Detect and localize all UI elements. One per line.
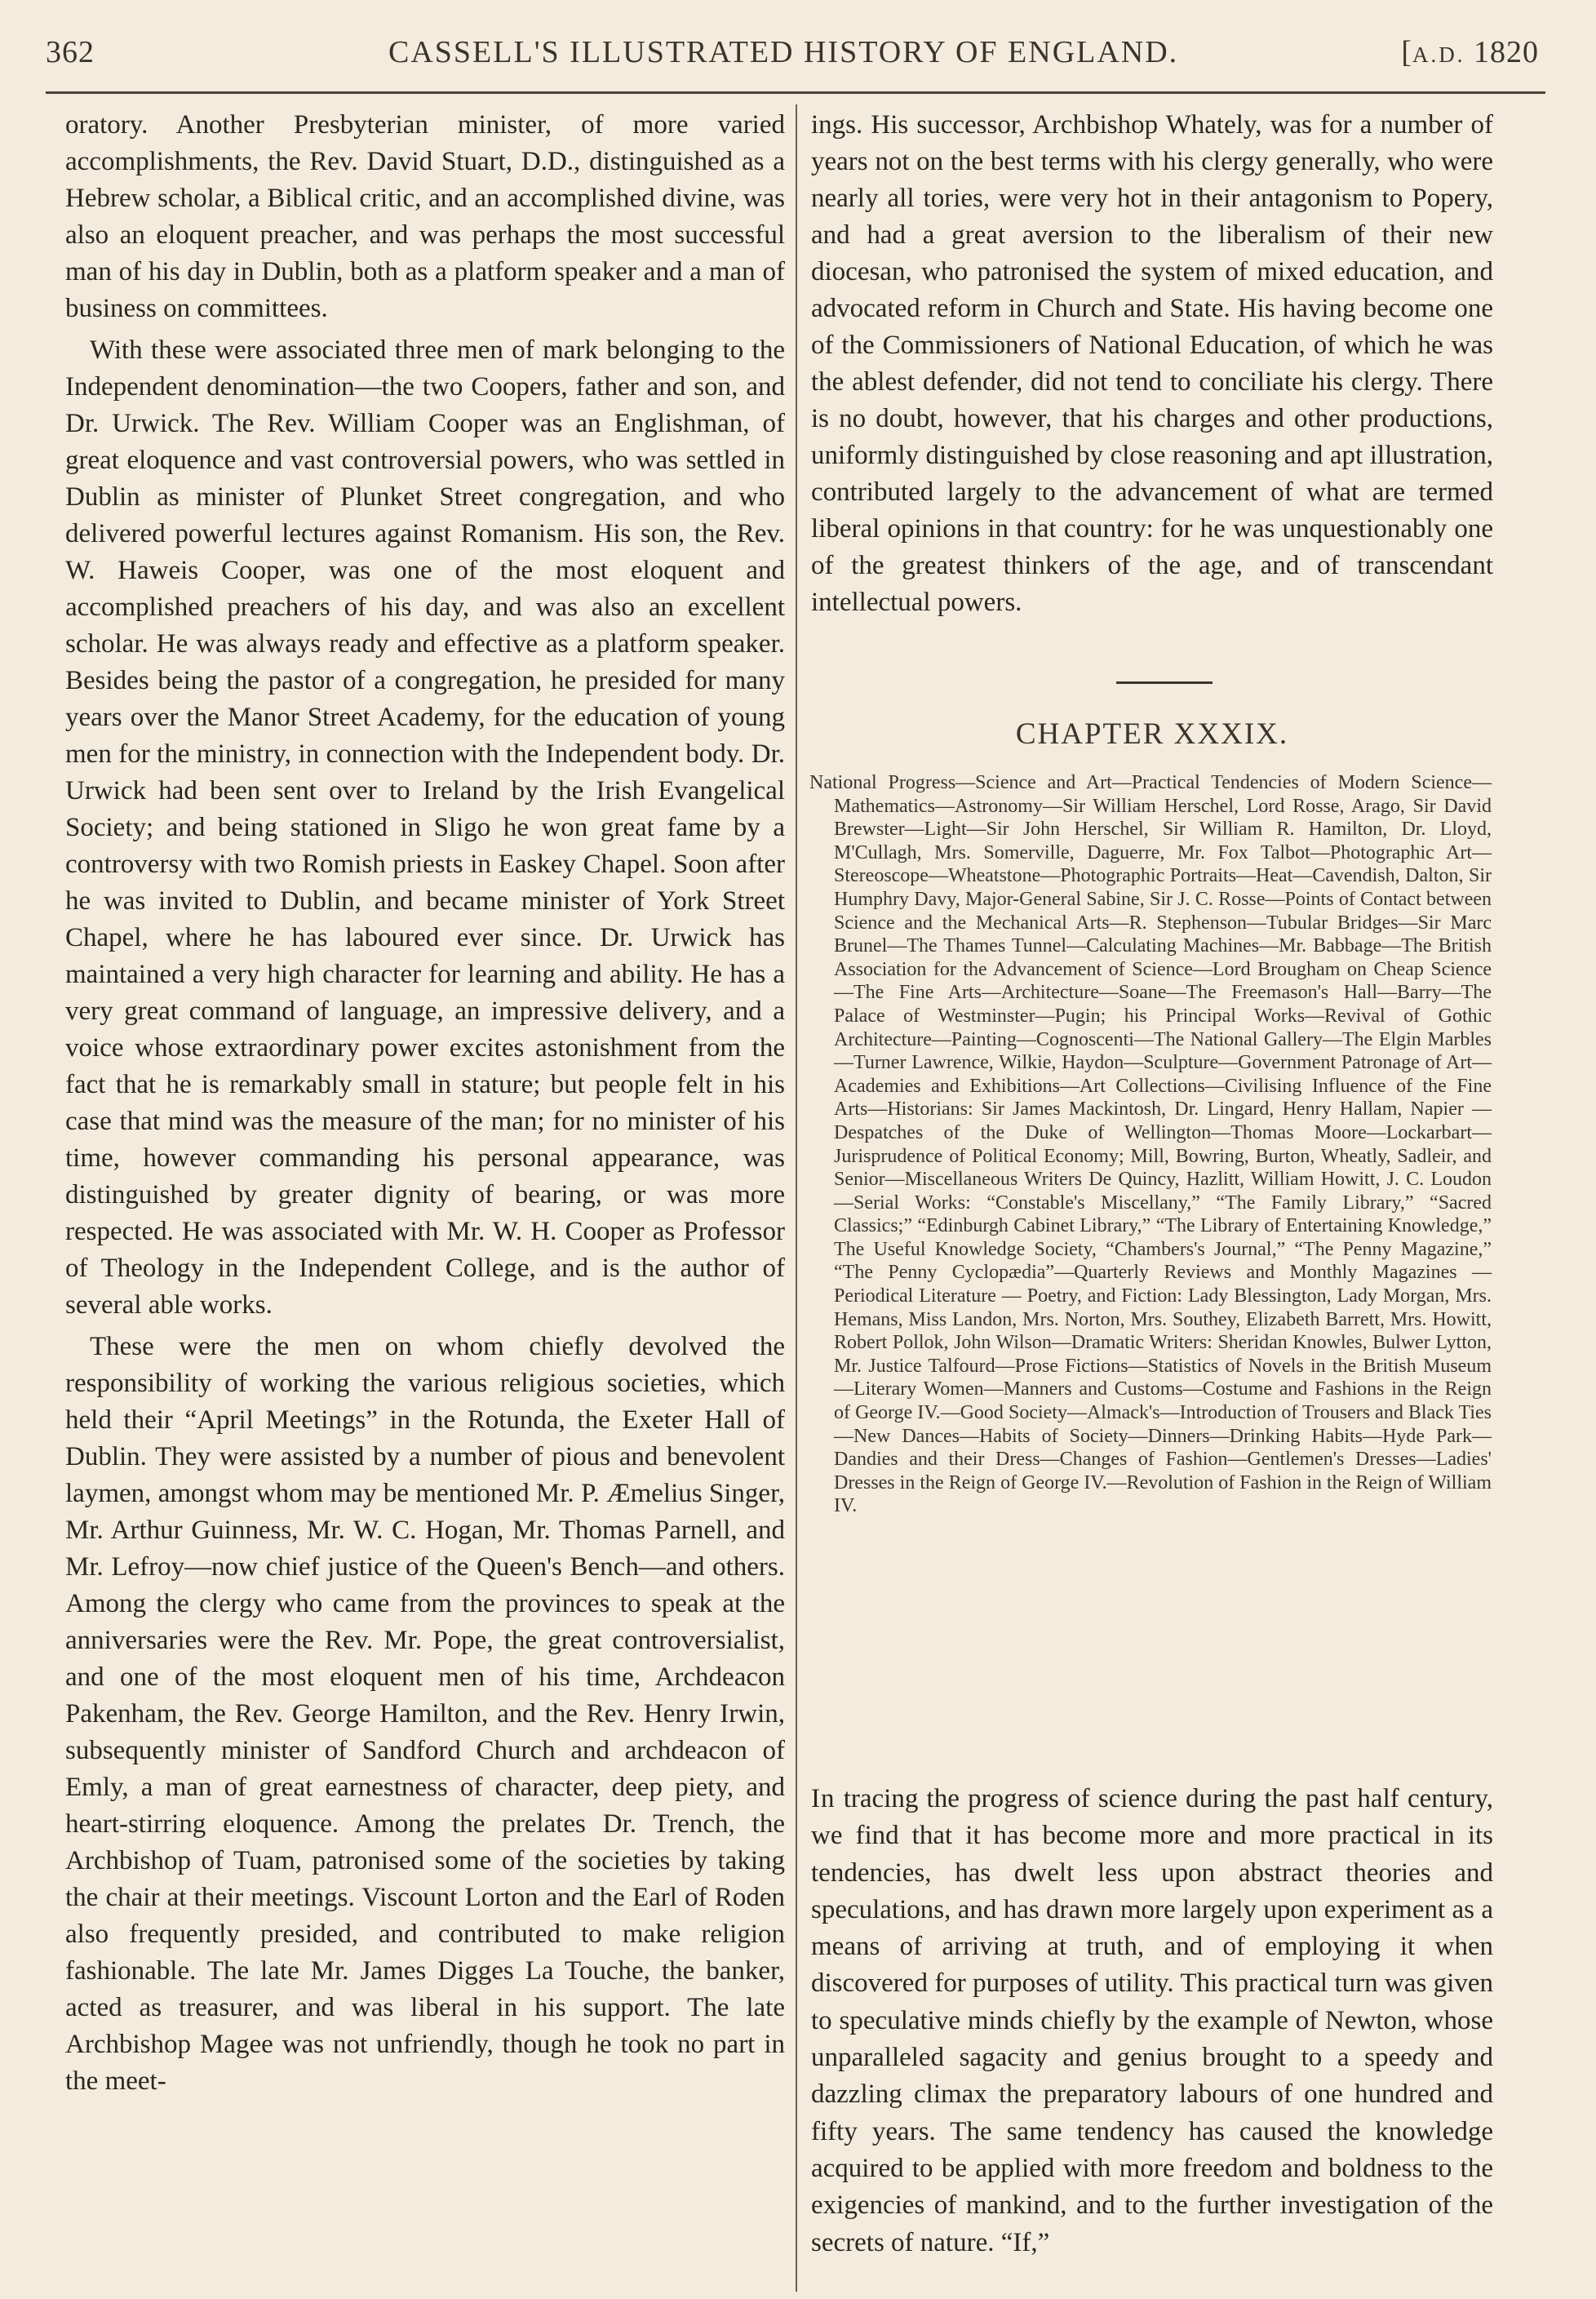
header-rule xyxy=(46,91,1545,94)
column-divider xyxy=(796,104,797,2292)
paragraph: ings. His successor, Archbishop Whately, was for a number of years not on the best terms with his clergy generally, who were nearly all tories, were very hot in their antagonism to Popery, and had a great aversion to the liberalism of their new diocesan, who patronised the system of mixed education, and advocated reform in Church and State. His having become one of the Commissioners of National Education, of which he was the ablest defender, did not tend to conciliate his clergy. There is no doubt, however, that his charges and other productions, uniformly distinguished by close reasoning and apt illustration, contributed largely to the advancement of what are termed liberal opinions in that country: for he was unquestionably one of the greatest thinkers of the age, and of transcendant intellectual powers. xyxy=(811,110,1493,617)
chapter-heading: CHAPTER XXXIX. xyxy=(1015,717,1289,751)
date-era: A.D. xyxy=(1412,42,1465,67)
running-title: CASSELL'S ILLUSTRATED HISTORY OF ENGLAND. xyxy=(388,35,1179,69)
date-year: 1820 xyxy=(1474,35,1539,69)
section-separator xyxy=(1116,681,1213,684)
chapter-opening xyxy=(811,1781,1493,2261)
page-number: 362 xyxy=(46,35,95,69)
right-column-continuation xyxy=(811,107,1493,621)
opening-text: tracing the progress of science during the past half century, we find that it has become more and more practical in its tendencies, has dwelt less upon abstract theories and speculations, and has drawn more largely upon experiment as a means of arriving at truth, and of employing it when discovered for purposes of utility. This practical turn was given to speculative minds chiefly by the example of Newton, whose unparalleled sagacity and genius brought to a speedy and dazzling climax the preparatory labours of one hundred and fifty years. The same tendency has caused the knowledge acquired to be applied with more freedom and boldness to the exigencies of mankind, and to the further investigation of the secrets of nature. “If,” xyxy=(811,1784,1493,2257)
paragraph: These were the men on whom chiefly devolved the responsibility of working the various religious societies, which held their “April Meetings” in the Rotunda, the Exeter Hall of Dublin. They were assisted by a number of pious and benevolent laymen, amongst whom may be mentioned Mr. P. Æmelius Singer, Mr. Arthur Guinness, Mr. W. C. Hogan, Mr. Thomas Parnell, and Mr. Lefroy—now chief justice of the Queen's Bench—and others. Among the clergy who came from the provinces to speak at the anniversaries were the Rev. Mr. Pope, the great controversialist, and one of the most eloquent men of his time, Archdeacon Pakenham, the Rev. George Hamilton, and the Rev. Henry Irwin, subsequently minister of Sandford Church and archdeacon of Emly, a man of great earnestness of character, deep piety, and heart-stirring eloquence. Among the prelates Dr. Trench, the Archbishop of Tuam, patronised some of the societies by taking the chair at their meetings. Viscount Lorton and the Earl of Roden also frequently presided, and contributed to make religion fashionable. The late Mr. James Digges La Touche, the banker, acted as treasurer, and was liberal in his support. The late Archbishop Magee was not unfriendly, though he took no part in the meet- xyxy=(65,1332,785,2096)
date-marker xyxy=(1401,34,1539,70)
left-column xyxy=(65,107,785,2100)
date-bracket: [ xyxy=(1401,35,1412,69)
opening-word: In xyxy=(811,1784,836,1813)
chapter-synopsis: National Progress—Science and Art—Practical Tendencies of Modern Science—Mathematics—Astronomy—Sir William Herschel, Lord Rosse, Arago, Sir David Brewster—Light—Sir John Herschel, Sir William R. Hamilton, Dr. Lloyd, M'Cullagh, Mrs. Somerville, Daguerre, Mr. Fox Talbot—Photographic Art—Stereoscope—Wheatstone—Photographic Portraits—Heat—Cavendish, Dalton, Sir Humphry Davy, Major-General Sabine, Sir J. C. Rosse—Points of Contact between Science and the Mechanical Arts—R. Stephenson—Tubular Bridges—Sir Marc Brunel—The Thames Tunnel—Calculating Machines—Mr. Babbage—The British Association for the Advancement of Science—Lord Brougham on Cheap Science—The Fine Arts—Architecture—Soane—The Freemason's Hall—Barry—The Palace of Westminster—Pugin; his Principal Works—Revival of Gothic Architecture—Painting—Cognoscenti—The National Gallery—The Elgin Marbles—Turner Lawrence, Wilkie, Haydon—Sculpture—Government Patronage of Art—Academies and Exhibitions—Art Collections—Civilising Influence of the Fine Arts—Historians: Sir James Mackintosh, Dr. Lingard, Henry Hallam, Napier — Despatches of the Duke of Wellington—Thomas Moore—Lockarbart—Jurisprudence of Political Economy; Mill, Bowring, Burton, Wheatly, Sadleir, and Senior—Miscellaneous Writers De Quincy, Hazlitt, William Howitt, J. C. Loudon—Serial Works: “Constable's Miscellany,” “The Family Library,” “Sacred Classics;” “Edinburgh Cabinet Library,” “The Library of Entertaining Knowledge,” The Useful Knowledge Society, “Chambers's Journal,” “The Penny Magazine,” “The Penny Cyclopædia”—Quarterly Reviews and Monthly Magazines — Periodical Literature — Poetry, and Fiction: Lady Blessington, Lady Morgan, Mrs. Hemans, Miss Landon, Mrs. Norton, Mrs. Southey, Elizabeth Barrett, Mrs. Howitt, Robert Pollok, John Wilson—Dramatic Writers: Sheridan Knowles, Bulwer Lytton, Mr. Justice Talfourd—Prose Fictions—Statistics of Novels in the British Museum—Literary Women—Manners and Customs—Costume and Fashions in the Reign of George IV.—Good Society—Almack's—Introduction of Trousers and Black Ties—New Dances—Habits of Society—Dinners—Drinking Habits—Hyde Park—Dandies and their Dress—Changes of Fashion—Gentlemen's Dresses—Ladies' Dresses in the Reign of George IV.—Revolution of Fashion in the Reign of William IV. xyxy=(809,772,1492,1517)
running-header xyxy=(46,34,1539,83)
paragraph: oratory. Another Presbyterian minister, of more varied accomplishments, the Rev. David Stuart, D.D., distinguished as a Hebrew scholar, a Biblical critic, and an accomplished divine, was also an eloquent preacher, and was perhaps the most successful man of his day in Dublin, both as a platform speaker and a man of business on committees. xyxy=(65,110,785,323)
paragraph: With these were associated three men of mark belonging to the Independent denomination—the two Coopers, father and son, and Dr. Urwick. The Rev. William Cooper was an Englishman, of great eloquence and vast controversial powers, who was settled in Dublin as minister of Plunket Street congregation, and who delivered powerful lectures against Romanism. His son, the Rev. W. Haweis Cooper, was one of the most eloquent and accomplished preachers of his day, and was also an excellent scholar. He was always ready and effective as a platform speaker. Besides being the pastor of a congregation, he presided for many years over the Manor Street Academy, for the education of young men for the ministry, in connection with the Independent body. Dr. Urwick had been sent over to Ireland by the Irish Evangelical Society; and being stationed in Sligo he won great fame by a controversy with two Romish priests in Easkey Chapel. Soon after he was invited to Dublin, and became minister of York Street Chapel, where he has laboured ever since. Dr. Urwick has maintained a very high character for learning and ability. He has a very great command of language, an impressive delivery, and a voice whose extraordinary power excites astonishment from the fact that he is remarkably small in stature; but people felt in his case that mind was the measure of the man; for no minister of his time, however commanding his personal appearance, was distinguished by greater dignity of bearing, or was more respected. He was associated with Mr. W. H. Cooper as Professor of Theology in the Independent College, and is the author of several able works. xyxy=(65,335,785,1320)
paragraph xyxy=(811,1781,1493,2261)
